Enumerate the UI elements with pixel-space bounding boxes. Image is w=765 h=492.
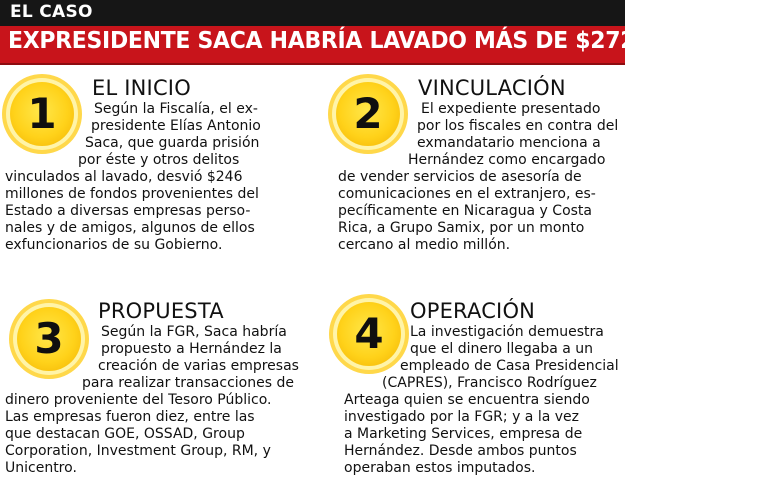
section-1-line: por éste y otros delitos xyxy=(78,152,240,168)
section-3-line: Corporation, Investment Group, RM, y xyxy=(5,443,271,459)
section-2-line: cercano al medio millón. xyxy=(338,237,511,253)
section-2-line: Hernández como encargado xyxy=(408,152,606,168)
section-4-line: a Marketing Services, empresa de xyxy=(344,426,583,442)
section-3-line: propuesto a Hernández la xyxy=(101,341,282,357)
section-3-line: Según la FGR, Saca habría xyxy=(101,324,287,340)
kicker-label: EL CASO xyxy=(10,2,93,22)
section-1-line: Saca, que guarda prisión xyxy=(85,135,260,151)
section-1-line: nales y de amigos, algunos de ellos xyxy=(5,220,255,236)
section-2-line: El expediente presentado xyxy=(421,101,601,117)
section-2-line: exmandatario menciona a xyxy=(417,135,601,151)
section-3-line: Las empresas fueron diez, entre las xyxy=(5,409,255,425)
section-3-title: PROPUESTA xyxy=(98,299,224,323)
section-4-number: 4 xyxy=(354,309,384,358)
section-4-line: operaban estos imputados. xyxy=(344,460,536,476)
section-3-line: que destacan GOE, OSSAD, Group xyxy=(5,426,245,442)
headline-bar xyxy=(0,26,765,65)
section-4-line: investigado por la FGR; y a la vez xyxy=(344,409,580,425)
section-2-line: comunicaciones en el extranjero, es- xyxy=(338,186,596,202)
section-3-line: dinero proveniente del Tesoro Público. xyxy=(5,392,272,408)
section-1-number: 1 xyxy=(27,89,57,138)
section-3-line: para realizar transacciones de xyxy=(82,375,294,391)
section-3-line: Unicentro. xyxy=(5,460,77,476)
section-3-number: 3 xyxy=(34,314,64,363)
section-1-title: EL INICIO xyxy=(92,76,191,100)
section-1-line: Estado a diversas empresas perso- xyxy=(5,203,251,219)
section-1-number-badge xyxy=(10,82,74,146)
section-3-number-badge xyxy=(17,307,81,371)
section-2-line: por los fiscales en contra del xyxy=(417,118,619,134)
section-4-number-badge xyxy=(337,302,401,366)
section-1-line: vinculados al lavado, desvió $246 xyxy=(5,169,243,185)
section-1-line: presidente Elías Antonio xyxy=(91,118,261,134)
section-2-line: pecíficamente en Nicaragua y Costa xyxy=(338,203,592,219)
section-2-title: VINCULACIÓN xyxy=(418,76,566,100)
section-2-number: 2 xyxy=(353,89,383,138)
section-4-line: (CAPRES), Francisco Rodríguez xyxy=(382,375,597,391)
section-4-title: OPERACIÓN xyxy=(410,299,536,323)
section-1-line: Según la Fiscalía, el ex- xyxy=(94,101,258,117)
section-2-number-badge xyxy=(336,82,400,146)
section-2-line: Rica, a Grupo Samix, por un monto xyxy=(338,220,585,236)
section-4-line: La investigación demuestra xyxy=(410,324,604,340)
section-4-line: que el dinero llegaba a un xyxy=(410,341,594,357)
section-1-line: exfuncionarios de su Gobierno. xyxy=(5,237,223,253)
section-4-line: Hernández. Desde ambos puntos xyxy=(344,443,577,459)
section-4-line: empleado de Casa Presidencial xyxy=(400,358,619,374)
headline: EXPRESIDENTE SACA HABRÍA LAVADO MÁS DE $272 MILLONES xyxy=(8,28,765,54)
section-2-line: de vender servicios de asesoría de xyxy=(338,169,582,185)
section-3-line: creación de varias empresas xyxy=(98,358,299,374)
section-4-line: Arteaga quien se encuentra siendo xyxy=(344,392,590,408)
kicker-bar xyxy=(0,0,625,26)
section-1-line: millones de fondos provenientes del xyxy=(5,186,259,202)
